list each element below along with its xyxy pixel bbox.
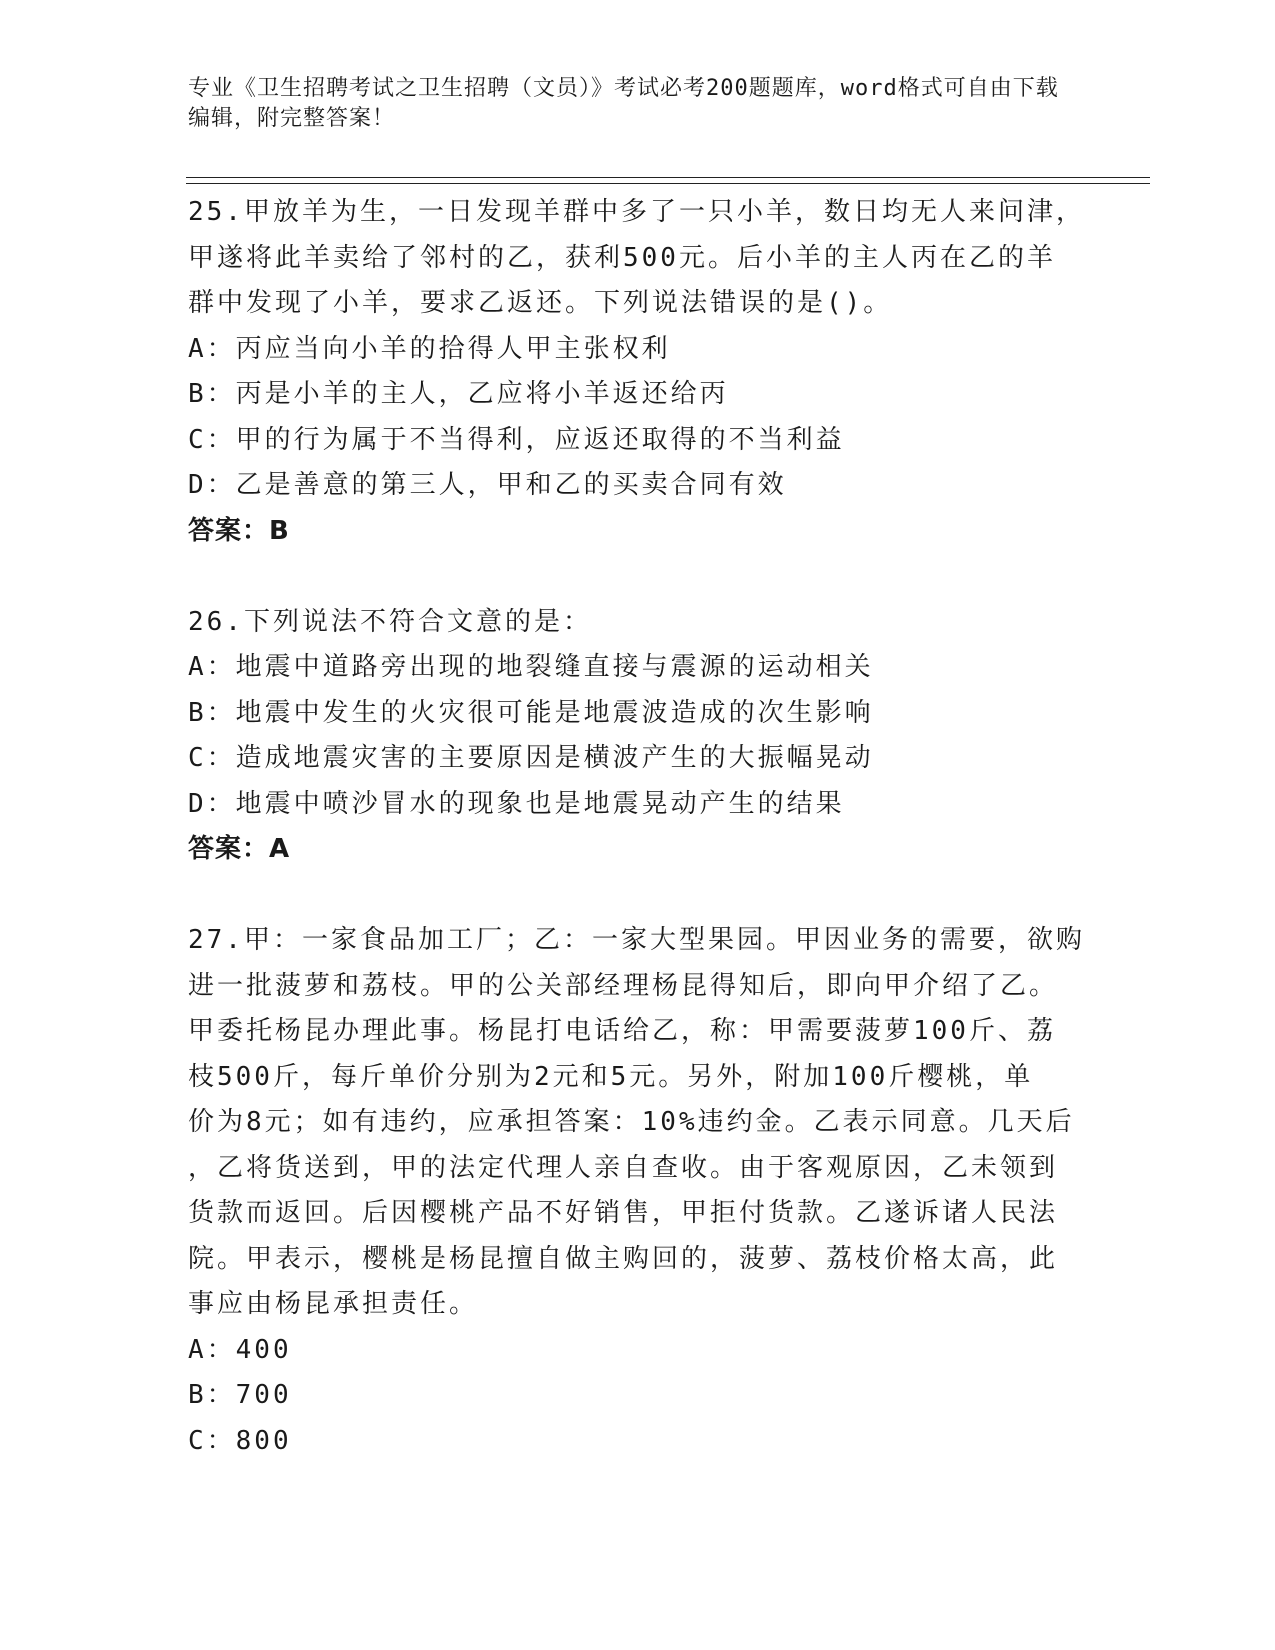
answer-label: 答案：A <box>188 834 291 864</box>
question-stem-line: 25.甲放羊为生，一日发现羊群中多了一只小羊，数日均无人来问津， <box>188 197 1085 227</box>
question-stem-line: 26.下列说法不符合文意的是： <box>188 606 592 637</box>
document-body <box>188 190 1088 1464</box>
question-stem-line: 院。甲表示，樱桃是杨昆擅自做主购回的，菠萝、荔枝价格太高，此 <box>188 1243 1059 1274</box>
option-d: D：地震中喷沙冒水的现象也是地震晃动产生的结果 <box>188 788 845 819</box>
header-divider-top <box>186 177 1150 178</box>
question-stem-line: ，乙将货送到，甲的法定代理人亲自查收。由于客观原因，乙未领到 <box>188 1152 1059 1183</box>
question-26 <box>188 600 1088 873</box>
document-header: 专业《卫生招聘考试之卫生招聘（文员）》考试必考200题题库，word格式可自由下载编辑，附完整答案！ <box>188 76 1059 131</box>
option-a: A：400 <box>188 1334 292 1365</box>
option-b: B：丙是小羊的主人，乙应将小羊返还给丙 <box>188 379 729 409</box>
option-a: A：丙应当向小羊的拾得人甲主张权利 <box>188 333 671 364</box>
question-stem-line: 群中发现了小羊，要求乙返还。下列说法错误的是()。 <box>188 288 893 318</box>
option-b: B：地震中发生的火灾很可能是地震波造成的次生影响 <box>188 697 874 728</box>
option-a: A：地震中道路旁出现的地裂缝直接与震源的运动相关 <box>188 652 874 682</box>
spacer <box>188 554 1088 600</box>
question-stem-line: 甲遂将此羊卖给了邻村的乙，获利500元。后小羊的主人丙在乙的羊 <box>188 242 1056 273</box>
answer-label: 答案：B <box>188 515 290 546</box>
option-c: C：800 <box>188 1425 292 1456</box>
question-stem-line: 27.甲：一家食品加工厂；乙：一家大型果园。甲因业务的需要，欲购 <box>188 925 1085 955</box>
question-stem-line: 枝500斤，每斤单价分别为2元和5元。另外，附加100斤樱桃，单 <box>188 1061 1034 1092</box>
question-stem-line: 甲委托杨昆办理此事。杨昆打电话给乙，称：甲需要菠萝100斤、荔 <box>188 1016 1056 1046</box>
option-c: C：甲的行为属于不当得利，应返还取得的不当利益 <box>188 424 845 455</box>
question-27 <box>188 918 1088 1464</box>
question-stem-line: 事应由杨昆承担责任。 <box>188 1289 479 1319</box>
question-25 <box>188 190 1088 554</box>
option-c: C：造成地震灾害的主要原因是横波产生的大振幅晃动 <box>188 743 874 773</box>
option-d: D：乙是善意的第三人，甲和乙的买卖合同有效 <box>188 470 787 500</box>
question-stem-line: 进一批菠萝和荔枝。甲的公关部经理杨昆得知后，即向甲介绍了乙。 <box>188 970 1059 1001</box>
header-divider-bottom <box>186 183 1150 184</box>
question-stem-line: 价为8元；如有违约，应承担答案：10%违约金。乙表示同意。几天后 <box>188 1107 1075 1137</box>
option-b: B：700 <box>188 1380 292 1410</box>
question-stem-line: 货款而返回。后因樱桃产品不好销售，甲拒付货款。乙遂诉诸人民法 <box>188 1198 1059 1228</box>
spacer <box>188 873 1088 919</box>
